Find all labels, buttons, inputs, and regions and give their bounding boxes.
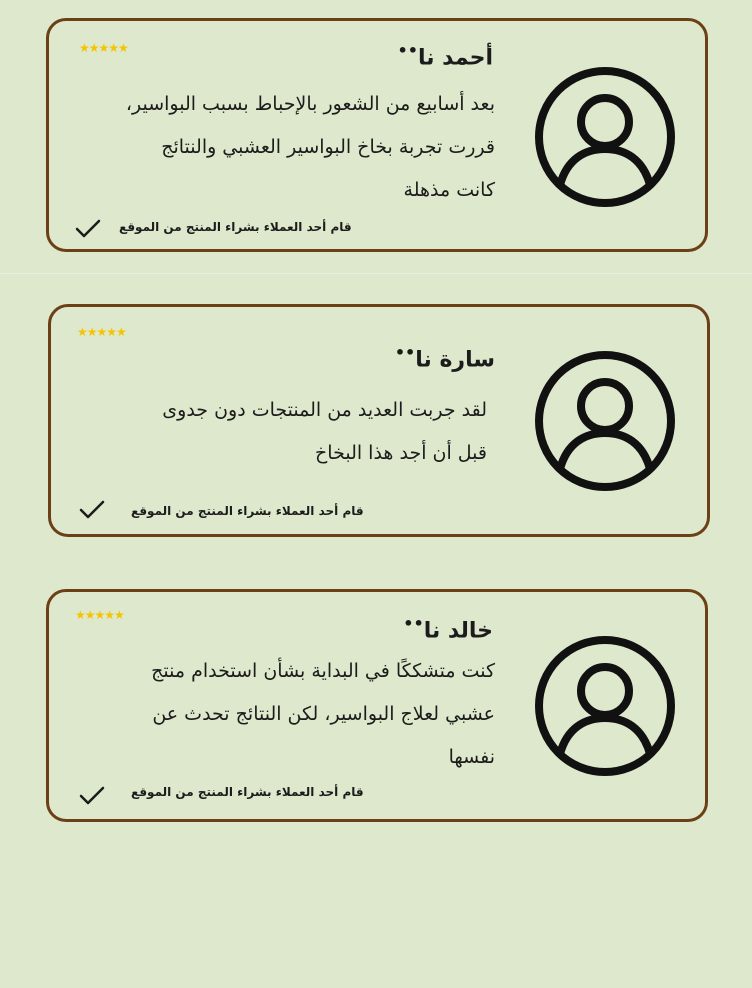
review-card — [46, 18, 708, 252]
checkmark-icon — [79, 786, 105, 806]
user-circle-icon — [533, 634, 677, 778]
review-line: كنت متشككًا في البداية بشأن استخدام منتج — [151, 660, 495, 682]
reviewer-name: سارة نا•• — [394, 343, 495, 373]
checkmark-icon — [75, 219, 101, 239]
reviewer-name: أحمد نا•• — [397, 41, 493, 71]
user-circle-icon — [533, 65, 677, 209]
section-divider — [0, 273, 752, 274]
review-card — [46, 589, 708, 822]
review-line: قررت تجربة بخاخ البواسير العشبي والنتائج — [161, 136, 495, 158]
verified-purchase-label: قام أحد العملاء بشراء المنتج من الموقع — [131, 504, 364, 518]
user-circle-icon — [533, 349, 677, 493]
star-rating: ★★★★★ — [75, 608, 124, 622]
reviewer-name-text: أحمد نا — [417, 45, 493, 71]
review-card — [48, 304, 710, 537]
verified-purchase-label: قام أحد العملاء بشراء المنتج من الموقع — [119, 220, 352, 234]
review-text — [126, 83, 495, 212]
review-text — [162, 389, 487, 475]
verified-purchase-label: قام أحد العملاء بشراء المنتج من الموقع — [131, 785, 364, 799]
review-line: لقد جربت العديد من المنتجات دون جدوى — [162, 399, 487, 421]
star-rating: ★★★★★ — [77, 325, 126, 339]
star-rating: ★★★★★ — [79, 41, 128, 55]
review-line: قبل أن أجد هذا البخاخ — [315, 442, 487, 464]
reviewer-name-text: خالد نا — [423, 618, 493, 644]
checkmark-icon — [79, 500, 105, 520]
review-text — [151, 650, 495, 779]
review-line: نفسها — [448, 746, 495, 768]
reviewer-name-text: سارة نا — [415, 347, 495, 373]
review-line: عشبي لعلاج البواسير، لكن النتائج تحدث عن — [152, 703, 495, 725]
review-line: كانت مذهلة — [403, 179, 495, 201]
reviewer-name: خالد نا•• — [403, 614, 493, 644]
review-line: بعد أسابيع من الشعور بالإحباط بسبب البواسير، — [125, 93, 495, 115]
